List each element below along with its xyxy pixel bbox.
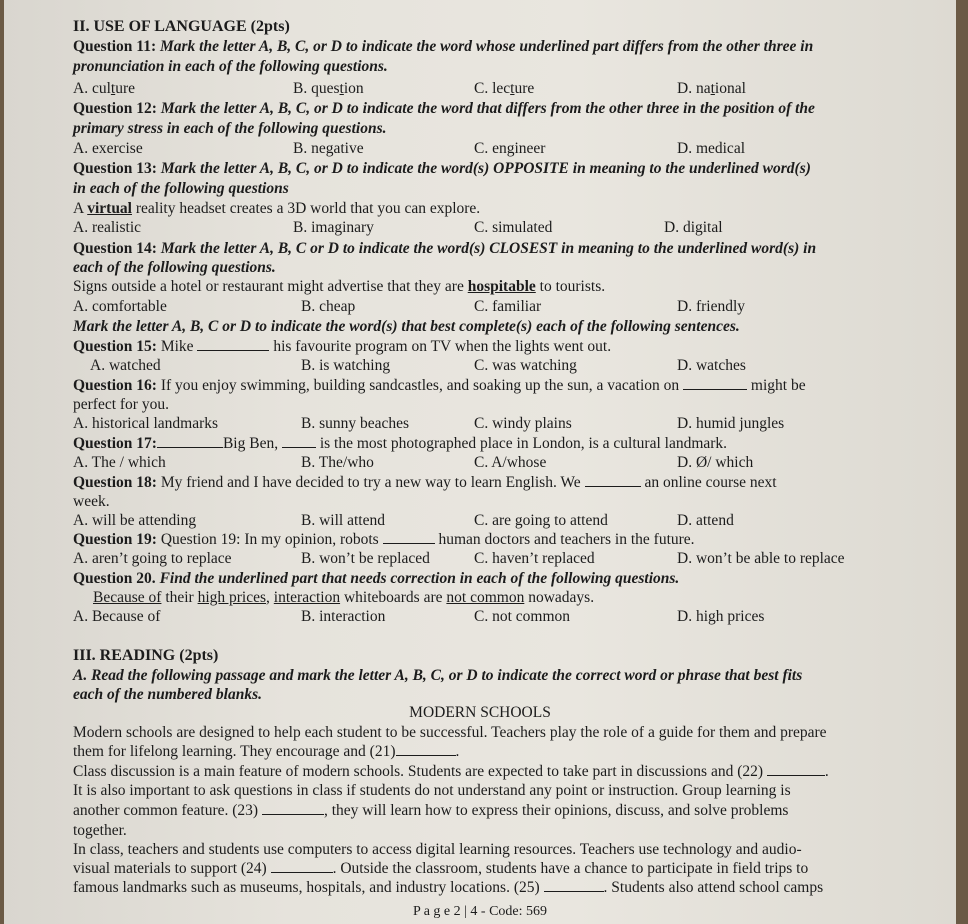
q11-option-d[interactable]: D. national	[677, 80, 746, 97]
q20-option-b[interactable]: B. interaction	[301, 608, 386, 625]
q14-option-c[interactable]: C. familiar	[474, 298, 542, 315]
section-title: II. USE OF LANGUAGE (2pts)	[73, 18, 290, 35]
question-13-sentence: A virtual reality headset creates a 3D world that you can explore.	[73, 200, 481, 217]
passage-line: famous landmarks such as museums, hospitals, and industry locations. (25) . Students also attend school camps	[73, 879, 824, 896]
question-11-prompt: Question 11: Mark the letter A, B, C, or D to indicate the word whose underlined part differs from the other three in	[73, 38, 814, 55]
question-15: Question 15: Mike his favourite program on TV when the lights went out.	[73, 338, 612, 355]
q15-option-c[interactable]: C. was watching	[474, 357, 577, 374]
q18-option-a[interactable]: A. will be attending	[73, 512, 197, 529]
question-13-prompt: Question 13: Mark the letter A, B, C, or D to indicate the word(s) OPPOSITE in meaning to the underlined word(s)	[73, 160, 811, 177]
q11-option-b[interactable]: B. question	[293, 80, 364, 97]
q16-option-a[interactable]: A. historical landmarks	[73, 415, 219, 432]
q14-option-d[interactable]: D. friendly	[677, 298, 746, 315]
question-11-prompt-cont: pronunciation in each of the following questions.	[73, 58, 388, 75]
q17-option-c[interactable]: C. A/whose	[474, 454, 547, 471]
question-19: Question 19: Question 19: In my opinion, robots human doctors and teachers in the future.	[73, 531, 695, 548]
answer-blank[interactable]	[383, 531, 435, 544]
q15-option-d[interactable]: D. watches	[677, 357, 746, 374]
question-18: Question 18: My friend and I have decided to try a new way to learn English. We an online course next	[73, 474, 777, 491]
q15-option-a[interactable]: A. watched	[90, 357, 161, 374]
q16-option-c[interactable]: C. windy plains	[474, 415, 572, 432]
q20-option-a[interactable]: A. Because of	[73, 608, 161, 625]
passage-line: them for lifelong learning. They encourage and (21) .	[73, 743, 460, 760]
question-17: Question 17: Big Ben, is the most photographed place in London, is a cultural landmark.	[73, 435, 728, 452]
question-13-prompt-cont: in each of the following questions	[73, 180, 289, 197]
question-14-prompt: Question 14: Mark the letter A, B, C or D to indicate the word(s) CLOSEST in meaning to the underlined word(s) in	[73, 240, 817, 257]
q12-option-b[interactable]: B. negative	[293, 140, 364, 157]
q19-option-b[interactable]: B. won’t be replaced	[301, 550, 430, 567]
passage-line: Modern schools are designed to help each student to be successful. Teachers play the role of a guide for them and prepare	[73, 724, 827, 741]
q19-option-d[interactable]: D. won’t be able to replace	[677, 550, 845, 567]
answer-blank[interactable]	[282, 435, 316, 448]
reading-instruction-cont: each of the numbered blanks.	[73, 686, 263, 703]
q13-option-d[interactable]: D. digital	[664, 219, 723, 236]
q20-option-c[interactable]: C. not common	[474, 608, 571, 625]
q12-option-d[interactable]: D. medical	[677, 140, 746, 157]
page-footer: P a g e 2 | 4 - Code: 569	[412, 904, 548, 919]
q18-option-c[interactable]: C. are going to attend	[474, 512, 608, 529]
q17-option-d[interactable]: D. Ø/ which	[677, 454, 754, 471]
blank-24[interactable]	[271, 860, 333, 873]
q14-option-a[interactable]: A. comfortable	[73, 298, 167, 315]
question-14-sentence: Signs outside a hotel or restaurant might advertise that they are hospitable to tourists.	[73, 278, 606, 295]
question-16-cont: perfect for you.	[73, 396, 169, 413]
reading-instruction: A. Read the following passage and mark the letter A, B, C, or D to indicate the correct word or phrase that best fits	[73, 667, 803, 684]
q15-option-b[interactable]: B. is watching	[301, 357, 391, 374]
answer-blank[interactable]	[197, 338, 269, 351]
q20-option-d[interactable]: D. high prices	[677, 608, 765, 625]
q12-option-a[interactable]: A. exercise	[73, 140, 143, 157]
passage-line: visual materials to support (24) . Outside the classroom, students have a chance to participate in field trips to	[73, 860, 809, 877]
q13-option-c[interactable]: C. simulated	[474, 219, 553, 236]
q17-option-a[interactable]: A. The / which	[73, 454, 166, 471]
completion-instruction: Mark the letter A, B, C or D to indicate the word(s) that best complete(s) each of the following sentences.	[73, 318, 740, 335]
q14-option-b[interactable]: B. cheap	[301, 298, 356, 315]
q13-option-b[interactable]: B. imaginary	[293, 219, 374, 236]
question-12-prompt-cont: primary stress in each of the following questions.	[73, 120, 387, 137]
passage-line: Class discussion is a main feature of modern schools. Students are expected to take part in discussions and (22) .	[73, 763, 829, 780]
q11-option-a[interactable]: A. culture	[73, 80, 135, 97]
reading-section-title: III. READING (2pts)	[73, 647, 219, 664]
blank-21[interactable]	[396, 743, 456, 756]
question-12-prompt: Question 12: Mark the letter A, B, C, or D to indicate the word that differs from the other three in the position of the	[73, 100, 815, 117]
q16-option-b[interactable]: B. sunny beaches	[301, 415, 410, 432]
q18-option-b[interactable]: B. will attend	[301, 512, 385, 529]
q17-option-b[interactable]: B. The/who	[301, 454, 374, 471]
q16-option-d[interactable]: D. humid jungles	[677, 415, 785, 432]
question-16: Question 16: If you enjoy swimming, building sandcastles, and soaking up the sun, a vacation on might be	[73, 377, 806, 394]
exam-page	[4, 0, 956, 924]
question-20-sentence: Because of their high prices, interaction whiteboards are not common nowadays.	[93, 589, 595, 606]
passage-line: together.	[73, 822, 127, 839]
answer-blank[interactable]	[585, 474, 641, 487]
blank-23[interactable]	[262, 802, 324, 815]
q19-option-c[interactable]: C. haven’t replaced	[474, 550, 595, 567]
q19-option-a[interactable]: A. aren’t going to replace	[73, 550, 232, 567]
question-20-prompt: Question 20. Find the underlined part that needs correction in each of the following questions.	[73, 570, 680, 587]
question-18-cont: week.	[73, 493, 110, 510]
q13-option-a[interactable]: A. realistic	[73, 219, 142, 236]
q12-option-c[interactable]: C. engineer	[474, 140, 546, 157]
q18-option-d[interactable]: D. attend	[677, 512, 734, 529]
passage-line: another common feature. (23) , they will learn how to express their opinions, discuss, and solve problems	[73, 802, 789, 819]
passage-line: It is also important to ask questions in class if students do not understand any point or instruction. Group learning is	[73, 782, 791, 799]
passage-title: MODERN SCHOOLS	[409, 704, 551, 721]
answer-blank[interactable]	[683, 377, 747, 390]
passage-line: In class, teachers and students use computers to access digital learning resources. Teachers use technology and audio-	[73, 841, 802, 858]
question-14-prompt-cont: each of the following questions.	[73, 259, 276, 276]
blank-25[interactable]	[544, 879, 604, 892]
answer-blank[interactable]	[157, 435, 223, 448]
q11-option-c[interactable]: C. lecture	[474, 80, 535, 97]
blank-22[interactable]	[767, 763, 825, 776]
